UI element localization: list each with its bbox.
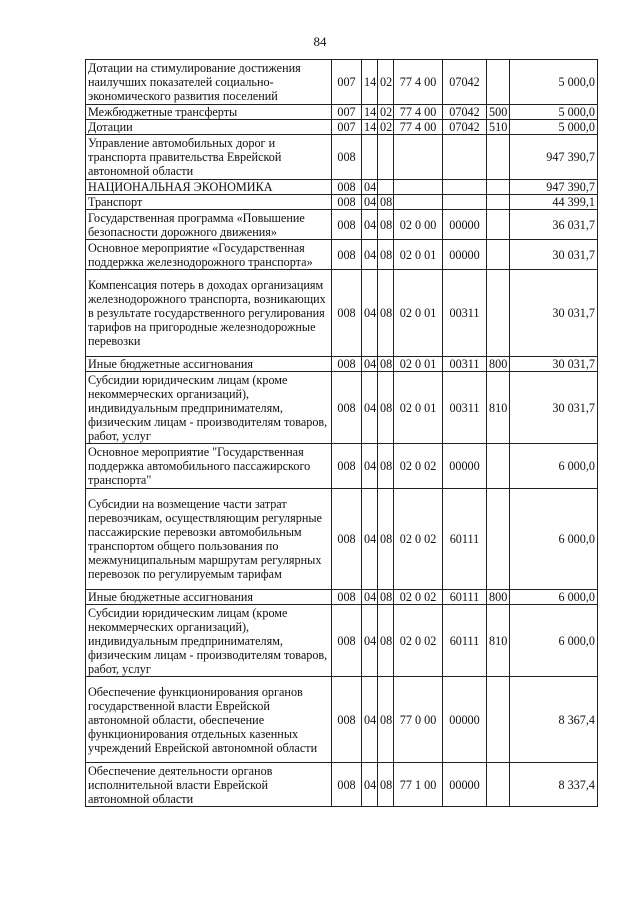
row-subsection-code: 08	[378, 605, 394, 677]
row-target-article-suffix	[443, 135, 487, 180]
table-row	[86, 135, 598, 180]
row-section-code: 04	[362, 357, 378, 372]
row-subsection-code	[378, 135, 394, 180]
budget-table	[85, 59, 598, 807]
table-row	[86, 372, 598, 444]
row-amount: 947 390,7	[510, 135, 598, 180]
row-section-code: 04	[362, 210, 378, 240]
row-target-article-code	[394, 135, 443, 180]
row-target-article-code: 77 0 00	[394, 677, 443, 763]
row-section-code: 04	[362, 763, 378, 807]
row-ministry-code: 008	[332, 240, 362, 270]
row-target-article-code: 02 0 01	[394, 372, 443, 444]
row-section-code: 14	[362, 120, 378, 135]
row-name: Иные бюджетные ассигнования	[86, 590, 332, 605]
budget-table-body	[86, 60, 598, 807]
row-ministry-code: 008	[332, 677, 362, 763]
row-name: Иные бюджетные ассигнования	[86, 357, 332, 372]
row-ministry-code: 008	[332, 210, 362, 240]
row-subsection-code: 08	[378, 270, 394, 357]
row-expense-type-code: 800	[487, 357, 510, 372]
row-name: Обеспечение деятельности органов исполнительной власти Еврейской автономной области	[86, 763, 332, 807]
row-target-article-code: 02 0 00	[394, 210, 443, 240]
table-row	[86, 444, 598, 489]
row-name: Управление автомобильных дорог и транспорта правительства Еврейской автономной области	[86, 135, 332, 180]
row-subsection-code: 08	[378, 210, 394, 240]
row-section-code: 04	[362, 180, 378, 195]
row-target-article-code: 02 0 02	[394, 590, 443, 605]
table-row	[86, 590, 598, 605]
row-subsection-code: 08	[378, 677, 394, 763]
row-target-article-suffix: 00311	[443, 357, 487, 372]
row-amount: 30 031,7	[510, 240, 598, 270]
table-row	[86, 489, 598, 590]
row-target-article-code: 02 0 02	[394, 605, 443, 677]
row-name: Государственная программа «Повышение безопасности дорожного движения»	[86, 210, 332, 240]
row-name: Субсидии юридическим лицам (кроме некоммерческих организаций), индивидуальным предпринимателям, физическим лицам - производителям товаров, работ, услуг	[86, 605, 332, 677]
row-subsection-code	[378, 180, 394, 195]
row-target-article-code: 02 0 01	[394, 270, 443, 357]
row-section-code	[362, 135, 378, 180]
row-subsection-code: 02	[378, 60, 394, 105]
row-expense-type-code: 510	[487, 120, 510, 135]
row-target-article-code: 77 4 00	[394, 60, 443, 105]
table-row	[86, 105, 598, 120]
row-expense-type-code: 500	[487, 105, 510, 120]
row-target-article-code: 77 1 00	[394, 763, 443, 807]
row-target-article-suffix: 60111	[443, 489, 487, 590]
row-target-article-suffix: 00000	[443, 763, 487, 807]
row-amount: 30 031,7	[510, 270, 598, 357]
table-row	[86, 763, 598, 807]
row-amount: 5 000,0	[510, 120, 598, 135]
row-name: Обеспечение функционирования органов государственной власти Еврейской автономной области, обеспечение функционирования отдельных казенных учреждений Еврейской автономной области	[86, 677, 332, 763]
row-section-code: 04	[362, 677, 378, 763]
row-ministry-code: 007	[332, 60, 362, 105]
row-target-article-code: 77 4 00	[394, 105, 443, 120]
row-target-article-code: 02 0 02	[394, 444, 443, 489]
row-ministry-code: 008	[332, 180, 362, 195]
row-expense-type-code	[487, 763, 510, 807]
row-ministry-code: 008	[332, 489, 362, 590]
table-row	[86, 60, 598, 105]
row-expense-type-code	[487, 210, 510, 240]
table-row	[86, 240, 598, 270]
row-section-code: 14	[362, 60, 378, 105]
row-subsection-code: 08	[378, 195, 394, 210]
row-subsection-code: 08	[378, 357, 394, 372]
row-target-article-suffix: 00000	[443, 677, 487, 763]
table-row	[86, 195, 598, 210]
row-target-article-suffix: 07042	[443, 120, 487, 135]
row-name: Основное мероприятие "Государственная поддержка автомобильного пассажирского транспорта"	[86, 444, 332, 489]
row-subsection-code: 08	[378, 240, 394, 270]
row-name: Субсидии на возмещение части затрат перевозчикам, осуществляющим регулярные пассажирские перевозки автомобильным транспортом общего пользования по межмуниципальным маршрутам регулярных перевозок по регулируемым тарифам	[86, 489, 332, 590]
row-subsection-code: 08	[378, 372, 394, 444]
table-row	[86, 180, 598, 195]
row-expense-type-code	[487, 444, 510, 489]
row-amount: 5 000,0	[510, 105, 598, 120]
row-target-article-suffix: 00000	[443, 444, 487, 489]
row-section-code: 04	[362, 270, 378, 357]
row-target-article-suffix	[443, 180, 487, 195]
row-target-article-code	[394, 180, 443, 195]
row-target-article-code	[394, 195, 443, 210]
row-expense-type-code	[487, 180, 510, 195]
row-subsection-code: 08	[378, 444, 394, 489]
row-subsection-code: 02	[378, 120, 394, 135]
row-target-article-suffix: 60111	[443, 605, 487, 677]
row-amount: 6 000,0	[510, 444, 598, 489]
row-expense-type-code	[487, 135, 510, 180]
table-row	[86, 120, 598, 135]
row-ministry-code: 008	[332, 590, 362, 605]
row-subsection-code: 08	[378, 763, 394, 807]
row-ministry-code: 007	[332, 120, 362, 135]
row-amount: 30 031,7	[510, 357, 598, 372]
row-target-article-suffix: 00000	[443, 210, 487, 240]
row-ministry-code: 008	[332, 195, 362, 210]
row-target-article-suffix	[443, 195, 487, 210]
table-row	[86, 357, 598, 372]
row-ministry-code: 008	[332, 270, 362, 357]
row-name: Компенсация потерь в доходах организациям железнодорожного транспорта, возникающих в результате государственного регулирования тарифов на пригородные железнодорожные перевозки	[86, 270, 332, 357]
row-name: Субсидии юридическим лицам (кроме некоммерческих организаций), индивидуальным предпринимателям, физическим лицам - производителям товаров, работ, услуг	[86, 372, 332, 444]
row-section-code: 04	[362, 489, 378, 590]
row-expense-type-code	[487, 489, 510, 590]
row-target-article-suffix: 07042	[443, 60, 487, 105]
row-expense-type-code	[487, 677, 510, 763]
row-name: Основное мероприятие «Государственная поддержка железнодорожного транспорта»	[86, 240, 332, 270]
row-name: НАЦИОНАЛЬНАЯ ЭКОНОМИКА	[86, 180, 332, 195]
row-target-article-suffix: 00000	[443, 240, 487, 270]
row-name: Межбюджетные трансферты	[86, 105, 332, 120]
row-target-article-suffix: 60111	[443, 590, 487, 605]
row-amount: 36 031,7	[510, 210, 598, 240]
row-expense-type-code: 810	[487, 605, 510, 677]
row-section-code: 04	[362, 240, 378, 270]
table-row	[86, 210, 598, 240]
row-ministry-code: 008	[332, 372, 362, 444]
row-name: Дотации	[86, 120, 332, 135]
row-amount: 5 000,0	[510, 60, 598, 105]
row-amount: 44 399,1	[510, 195, 598, 210]
row-target-article-code: 02 0 01	[394, 357, 443, 372]
row-ministry-code: 007	[332, 105, 362, 120]
row-amount: 8 367,4	[510, 677, 598, 763]
table-row	[86, 270, 598, 357]
row-target-article-suffix: 00311	[443, 372, 487, 444]
row-target-article-code: 02 0 02	[394, 489, 443, 590]
row-ministry-code: 008	[332, 763, 362, 807]
row-ministry-code: 008	[332, 444, 362, 489]
table-row	[86, 605, 598, 677]
row-expense-type-code: 810	[487, 372, 510, 444]
page-number: 84	[313, 34, 327, 49]
row-name: Транспорт	[86, 195, 332, 210]
row-amount: 30 031,7	[510, 372, 598, 444]
row-amount: 8 337,4	[510, 763, 598, 807]
row-target-article-suffix: 00311	[443, 270, 487, 357]
row-expense-type-code	[487, 195, 510, 210]
row-section-code: 14	[362, 105, 378, 120]
row-subsection-code: 08	[378, 489, 394, 590]
row-section-code: 04	[362, 590, 378, 605]
row-amount: 947 390,7	[510, 180, 598, 195]
row-subsection-code: 08	[378, 590, 394, 605]
row-amount: 6 000,0	[510, 590, 598, 605]
row-target-article-code: 77 4 00	[394, 120, 443, 135]
row-expense-type-code	[487, 60, 510, 105]
row-ministry-code: 008	[332, 605, 362, 677]
table-row	[86, 677, 598, 763]
row-section-code: 04	[362, 372, 378, 444]
row-expense-type-code: 800	[487, 590, 510, 605]
row-section-code: 04	[362, 444, 378, 489]
row-expense-type-code	[487, 270, 510, 357]
row-name: Дотации на стимулирование достижения наилучших показателей социально-экономического развития поселений	[86, 60, 332, 105]
row-section-code: 04	[362, 605, 378, 677]
row-target-article-code: 02 0 01	[394, 240, 443, 270]
row-ministry-code: 008	[332, 135, 362, 180]
row-ministry-code: 008	[332, 357, 362, 372]
row-expense-type-code	[487, 240, 510, 270]
row-amount: 6 000,0	[510, 489, 598, 590]
row-section-code: 04	[362, 195, 378, 210]
row-subsection-code: 02	[378, 105, 394, 120]
row-target-article-suffix: 07042	[443, 105, 487, 120]
row-amount: 6 000,0	[510, 605, 598, 677]
